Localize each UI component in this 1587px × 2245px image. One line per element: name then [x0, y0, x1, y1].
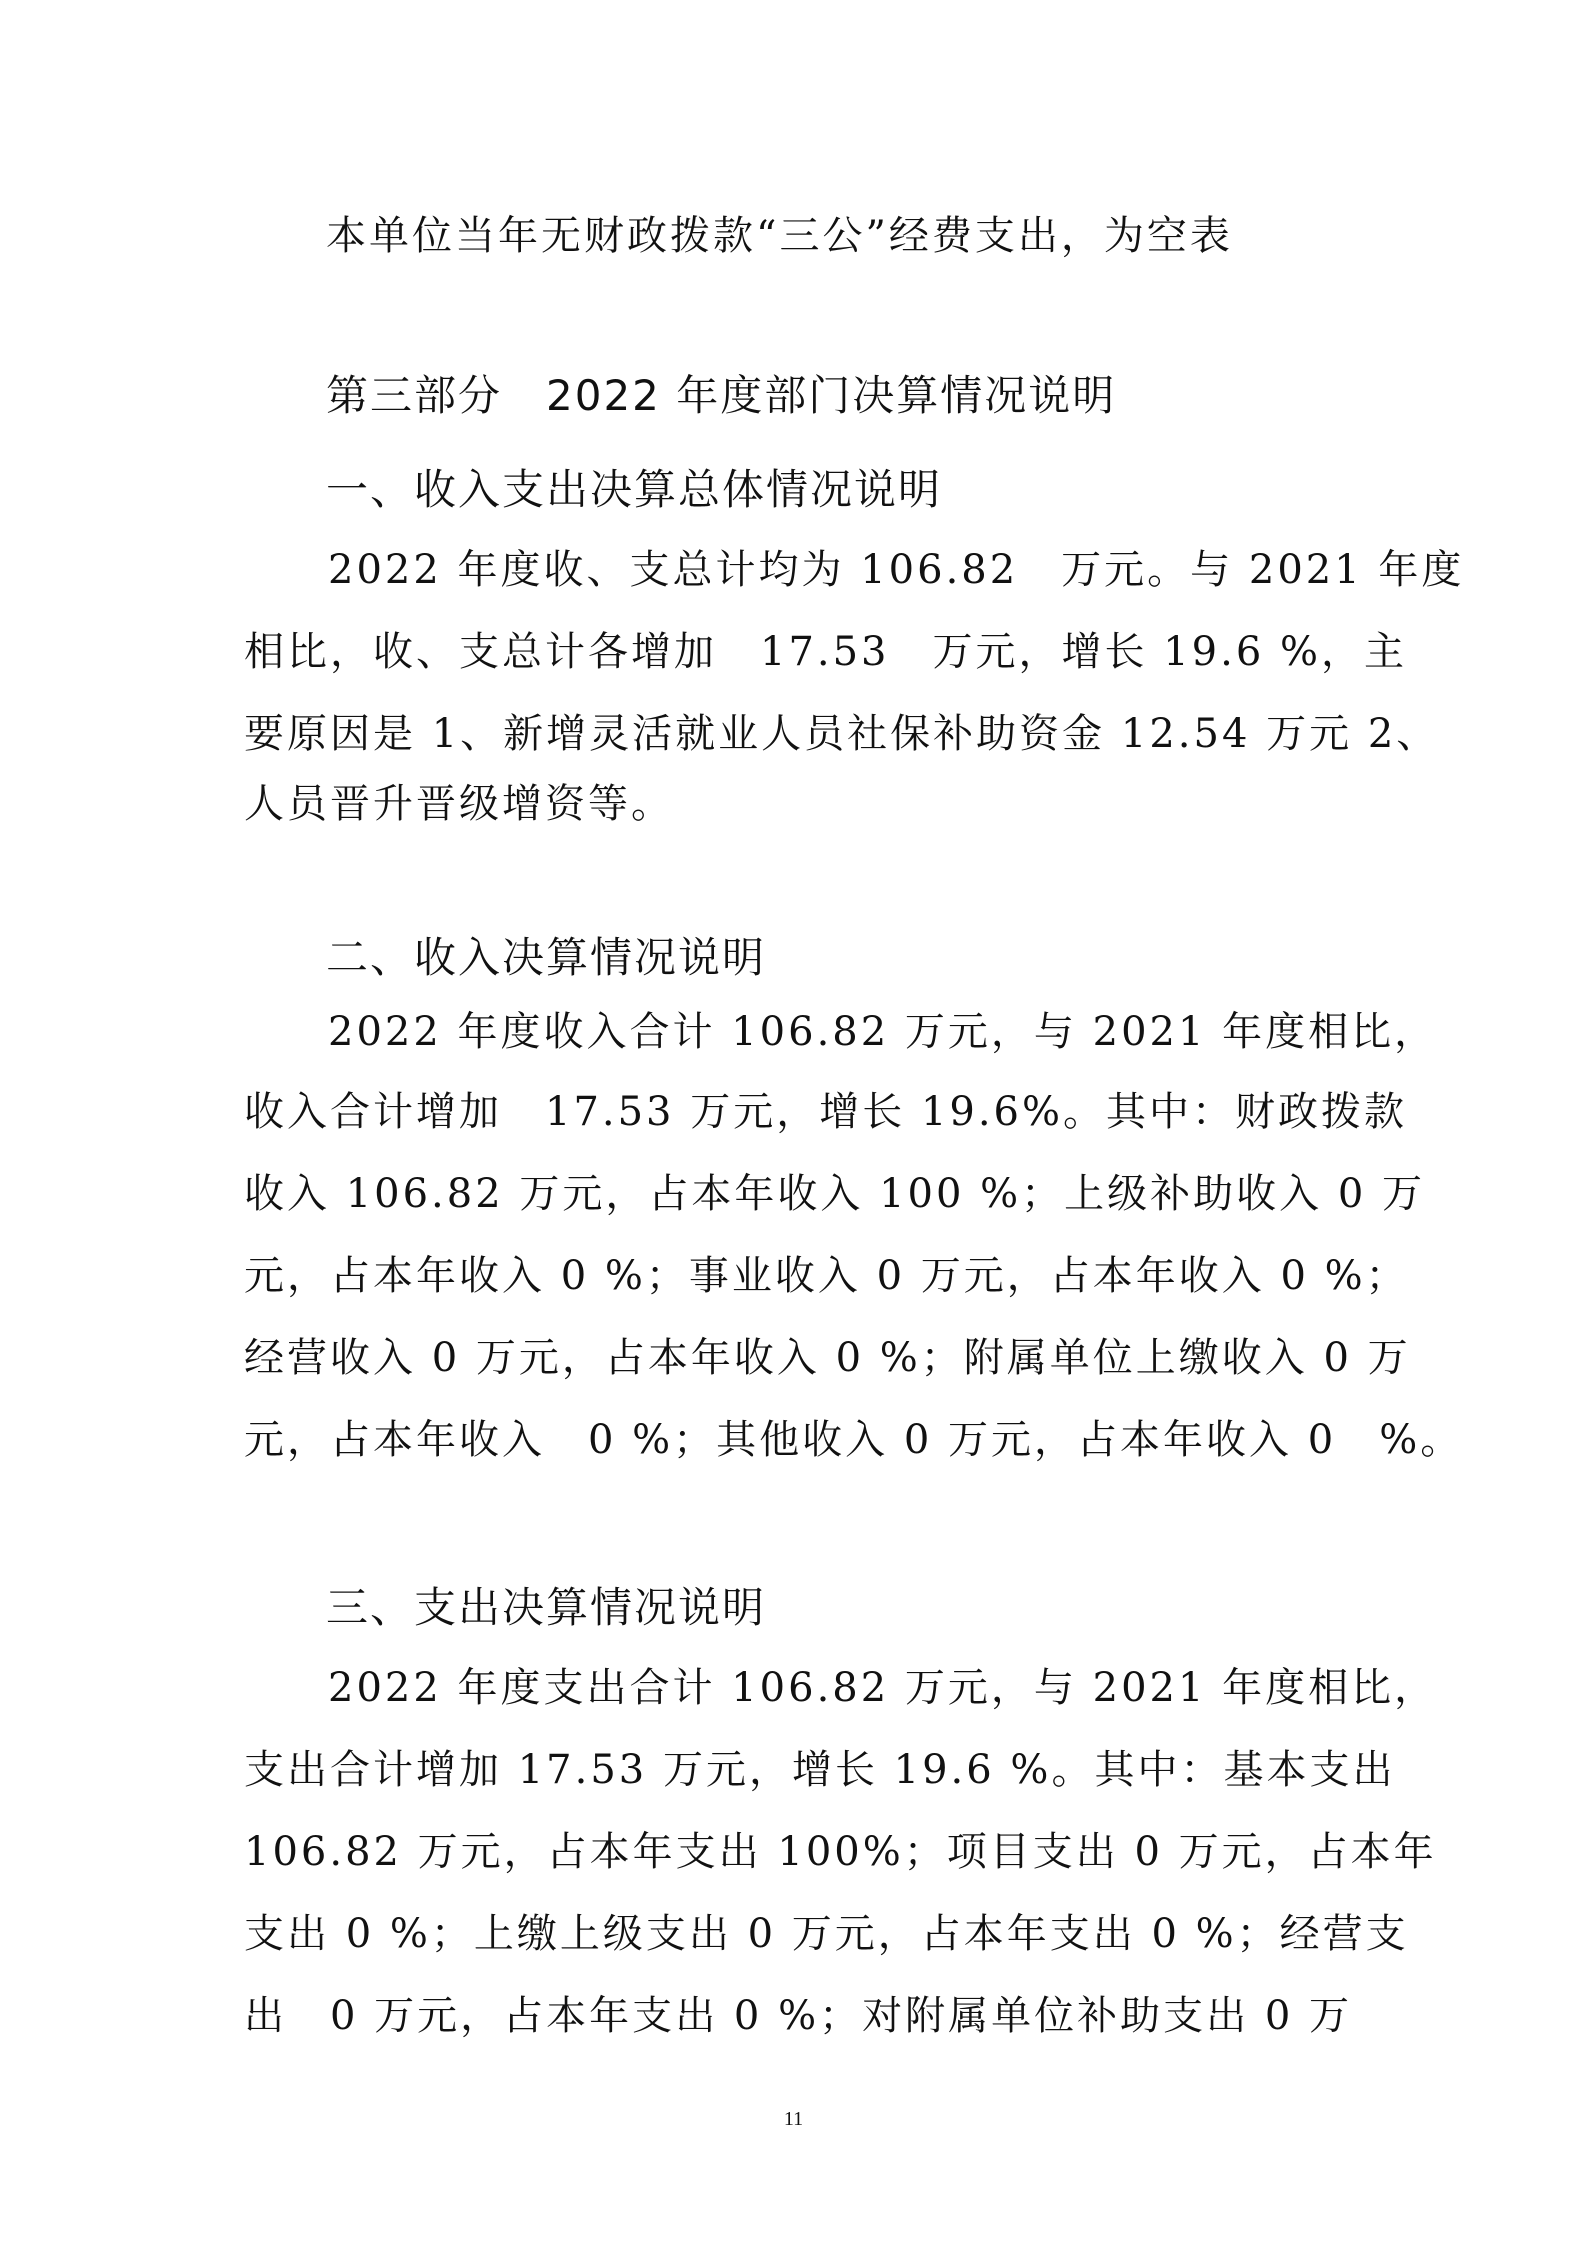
section-3-heading: 三、支出决算情况说明 — [326, 1583, 767, 1632]
section-2-line-6: 元，占本年收入 0 %；其他收入 0 万元，占本年收入 0 %。 — [244, 1417, 1464, 1463]
section-2-heading: 二、收入决算情况说明 — [326, 933, 767, 982]
section-1-line-2: 相比，收、支总计各增加 17.53 万元，增长 19.6 %，主 — [244, 629, 1408, 675]
section-3-line-3: 106.82 万元，占本年支出 100%；项目支出 0 万元，占本年 — [244, 1829, 1437, 1875]
page-number: 11 — [783, 2108, 804, 2130]
section-3-line-2: 支出合计增加 17.53 万元，增长 19.6 %。其中：基本支出 — [244, 1747, 1396, 1793]
empty-table-note: 本单位当年无财政拨款“三公”经费支出，为空表 — [326, 213, 1233, 259]
section-2-line-5: 经营收入 0 万元，占本年收入 0 %；附属单位上缴收入 0 万 — [244, 1335, 1411, 1381]
part-title: 第三部分 2022 年度部门决算情况说明 — [326, 371, 1117, 420]
section-3-line-1: 2022 年度支出合计 106.82 万元，与 2021 年度相比， — [328, 1665, 1438, 1711]
section-2-line-2: 收入合计增加 17.53 万元，增长 19.6%。其中：财政拨款 — [244, 1089, 1408, 1135]
section-1-line-3: 要原因是 1、新增灵活就业人员社保补助资金 12.54 万元 2、 — [244, 711, 1440, 757]
section-2-line-3: 收入 106.82 万元，占本年收入 100 %；上级补助收入 0 万 — [244, 1171, 1426, 1217]
section-3-line-4: 支出 0 %；上缴上级支出 0 万元，占本年支出 0 %；经营支 — [244, 1911, 1409, 1957]
section-2-line-1: 2022 年度收入合计 106.82 万元，与 2021 年度相比， — [328, 1009, 1438, 1055]
section-2-line-4: 元，占本年收入 0 %；事业收入 0 万元，占本年收入 0 %； — [244, 1253, 1409, 1299]
section-1-line-1: 2022 年度收、支总计均为 106.82 万元。与 2021 年度 — [328, 547, 1465, 593]
section-1-line-4: 人员晋升晋级增资等。 — [244, 781, 674, 827]
section-3-line-5: 出 0 万元，占本年支出 0 %；对附属单位补助支出 0 万 — [244, 1993, 1352, 2039]
section-1-heading: 一、收入支出决算总体情况说明 — [326, 465, 943, 514]
